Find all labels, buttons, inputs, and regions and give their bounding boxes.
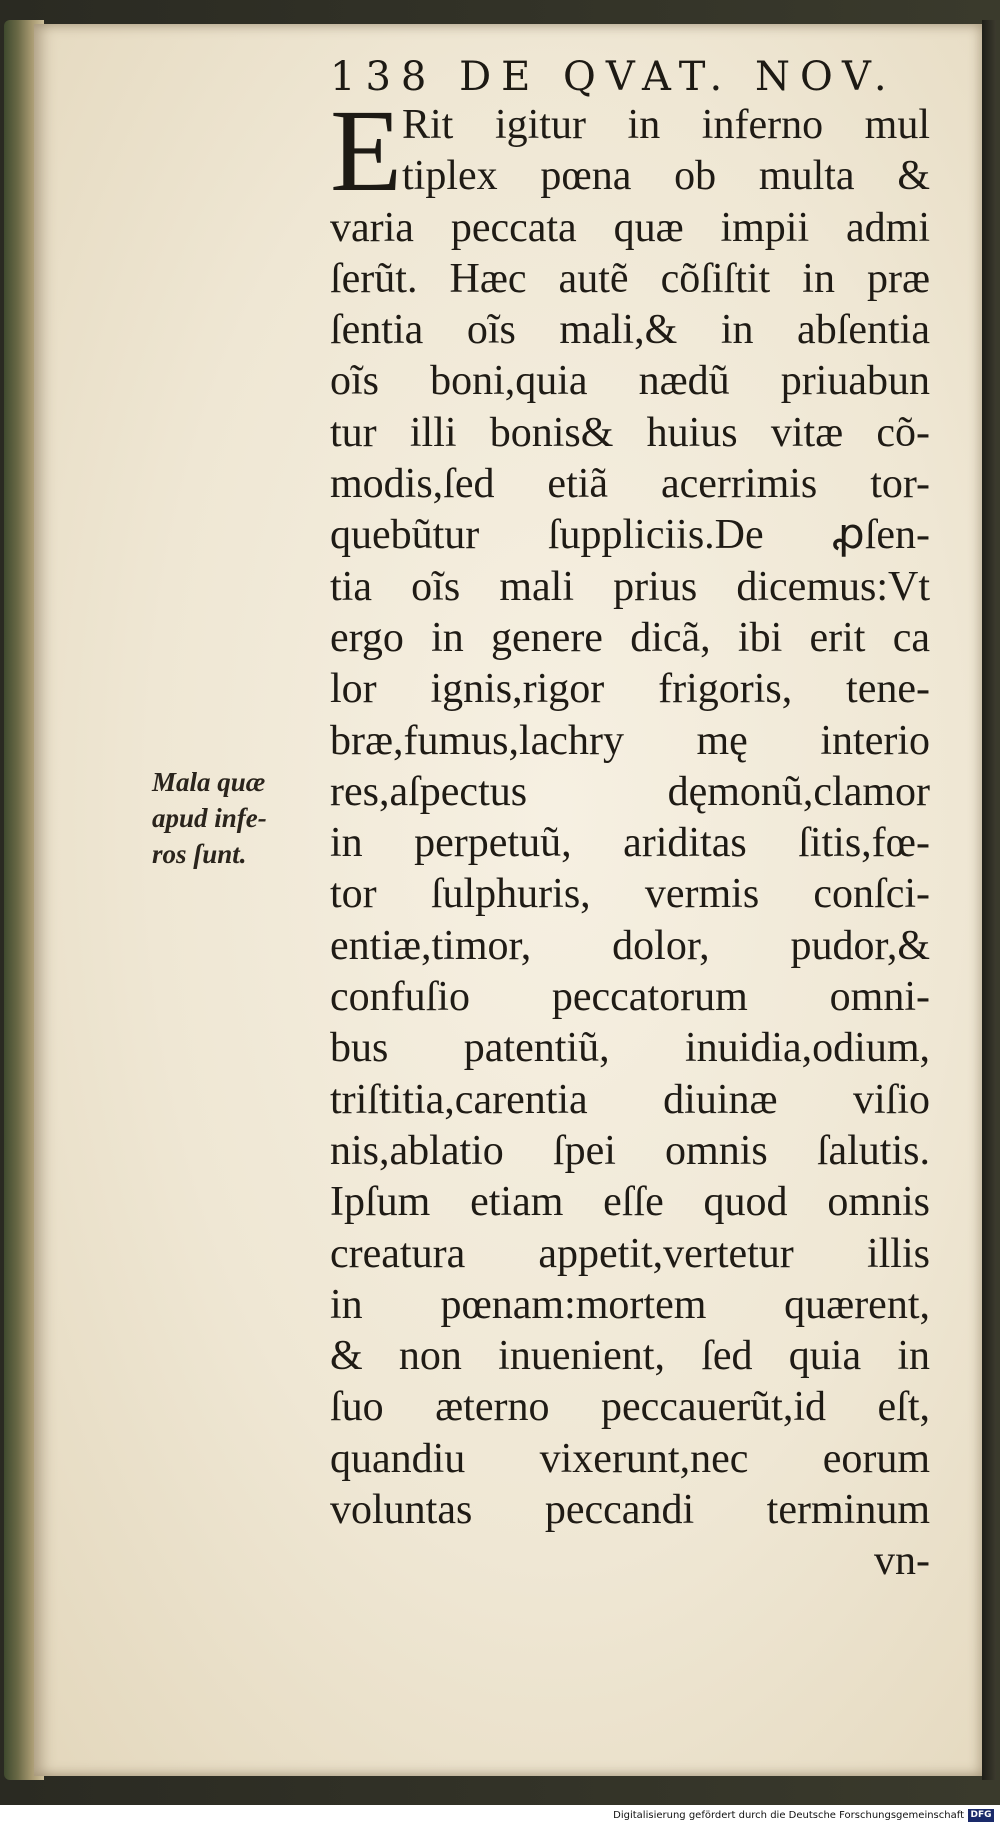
text-line: bus patentiũ, inuidia,odium, — [330, 1025, 930, 1072]
text-line: ſentia oĩs mali,& in abſentia — [330, 307, 930, 354]
text-line: ſuo æterno peccauerũt,id eſt, — [330, 1384, 930, 1431]
text-line: confuſio peccatorum omni- — [330, 974, 930, 1021]
text-line: voluntas peccandi terminum — [330, 1487, 930, 1534]
body-text — [330, 100, 930, 1588]
marginal-note — [152, 764, 317, 872]
text-line: tur illi bonis& huius vitæ cõ- — [330, 409, 930, 456]
text-line: Ipſum etiam eſſe quod omnis — [330, 1179, 930, 1226]
text-line: tor ſulphuris, vermis conſci- — [330, 871, 930, 918]
marginal-note-line: apud infe- — [152, 803, 267, 833]
text-line: oĩs boni,quia nædũ priuabun — [330, 358, 930, 405]
text-line: bræ,fumus,lachry mę interio — [330, 717, 930, 764]
text-line: triſtitia,carentia diuinæ viſio — [330, 1076, 930, 1123]
marginal-note-line: Mala quæ — [152, 767, 266, 797]
text-line: in pœnam:mortem quærent, — [330, 1281, 930, 1328]
text-line: ſerũt. Hæc autẽ cõſiſtit in præ — [330, 255, 930, 302]
digitization-credit: Digitalisierung gefördert durch die Deutsche Forschungsgemeinschaft — [613, 1810, 964, 1821]
text-line: tiplex pœna ob multa & — [402, 153, 930, 200]
text-line: res,aſpectus dęmonũ,clamor — [330, 768, 930, 815]
text-line: creatura appetit,vertetur illis — [330, 1230, 930, 1277]
text-line: varia peccata quæ impii admi — [330, 204, 930, 251]
text-line: Rit igitur in inferno mul — [402, 102, 930, 148]
text-line: entiæ,timor, dolor, pudor,& — [330, 922, 930, 969]
running-head: 138 DE QVAT. NOV. — [330, 54, 897, 100]
drop-cap: E — [330, 85, 403, 216]
text-line: vn- — [874, 1538, 930, 1585]
text-line: & non inuenient, ſed quia in — [330, 1333, 930, 1380]
text-line: tia oĩs mali prius dicemus:Vt — [330, 563, 930, 610]
dfg-logo: DFG — [968, 1809, 994, 1822]
text-line: quandiu vixerunt,nec eorum — [330, 1435, 930, 1482]
text-line: modis,ſed etiã acerrimis tor- — [330, 461, 930, 508]
text-line: ergo in genere dicã, ibi erit ca — [330, 614, 930, 661]
book-right-edge — [982, 20, 996, 1780]
text-line: in perpetuũ, ariditas ſitis,fœ- — [330, 820, 930, 867]
text-line: nis,ablatio ſpei omnis ſalutis. — [330, 1127, 930, 1174]
text-line: lor ignis,rigor frigoris, tene- — [330, 666, 930, 713]
text-line: quebũtur ſuppliciis.De ꝓſen- — [330, 512, 930, 559]
marginal-note-line: ros ſunt. — [152, 839, 247, 869]
